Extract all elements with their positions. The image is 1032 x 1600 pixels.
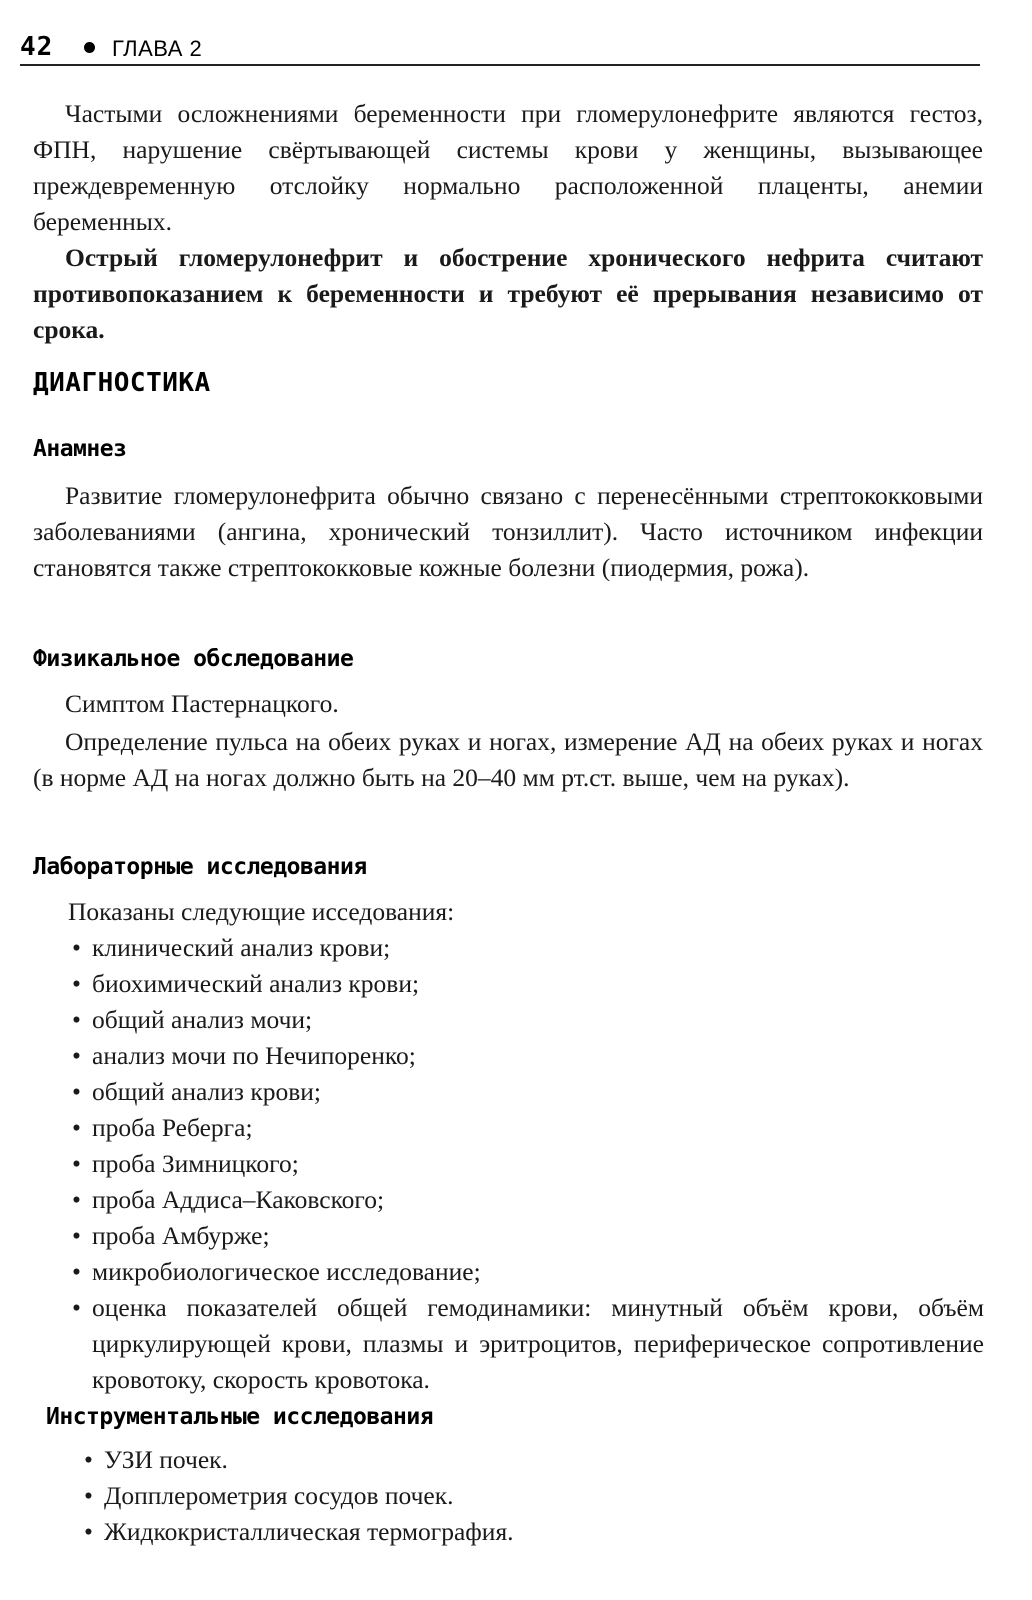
list-item: • проба Зимницкого; [72, 1146, 984, 1182]
physical-line-1: Симптом Пастернацкого. [65, 689, 339, 718]
subheading-instrumental: Инструментальные исследования [46, 1404, 434, 1430]
intro-bold-paragraph: Острый гломерулонефрит и обострение хронического нефрита считают противопоказанием к беременности и требуют её прерывания независимо от срока. [33, 243, 983, 344]
anamnesis-paragraph: Развитие гломерулонефрита обычно связано с перенесёнными стрептококковыми заболеваниями (ангина, хронический тонзиллит). Часто источником инфекции становятся также стрептококковые кожные болезни (пиодермия, рожа). [33, 481, 983, 582]
list-item: • оценка показателей общей гемодинамики: минутный объём крови, объём циркулирующей крови, плазмы и эритроцитов, периферическое сопротивление кровотоку, скорость кровотока. [72, 1290, 984, 1398]
page-number: 42 [20, 32, 54, 62]
list-item: • проба Аддиса–Каковского; [72, 1182, 984, 1218]
chapter-label: ГЛАВА 2 [112, 36, 203, 61]
subheading-anamnesis: Анамнез [33, 436, 127, 462]
list-item: • УЗИ почек. [84, 1442, 984, 1478]
lab-intro: Показаны следующие исседования: [68, 897, 455, 926]
header-rule [20, 64, 980, 66]
list-item: • клинический анализ крови; [72, 930, 984, 966]
list-item: • анализ мочи по Нечипоренко; [72, 1038, 984, 1074]
list-item: • общий анализ мочи; [72, 1002, 984, 1038]
physical-paragraph: Определение пульса на обеих руках и ногах, измерение АД на обеих руках и ногах (в норме АД на ногах должно быть на 20–40 мм рт.ст. выше, чем на руках). [33, 727, 983, 792]
running-header [20, 30, 1010, 70]
list-item: • проба Реберга; [72, 1110, 984, 1146]
list-item: • биохимический анализ крови; [72, 966, 984, 1002]
subheading-physical-exam: Физикальное обследование [33, 646, 354, 672]
list-item: • Допплерометрия сосудов почек. [84, 1478, 984, 1514]
list-item: • проба Амбурже; [72, 1218, 984, 1254]
list-item: • общий анализ крови; [72, 1074, 984, 1110]
instrumental-list [84, 1442, 984, 1550]
list-item: • микробиологическое исследование; [72, 1254, 984, 1290]
lab-tests-list [72, 930, 984, 1398]
list-item: • Жидкокристаллическая термография. [84, 1514, 984, 1550]
bullet-dot-icon [84, 42, 95, 53]
section-heading-diagnostics: ДИАГНОСТИКА [33, 368, 211, 398]
subheading-lab-tests: Лабораторные исследования [33, 854, 367, 880]
intro-paragraph: Частыми осложнениями беременности при гломерулонефрите являются гестоз, ФПН, нарушение свёртывающей системы крови у женщины, вызывающее преждевременную отслойку нормально расположенной плаценты, анемии беременных. [33, 99, 983, 236]
